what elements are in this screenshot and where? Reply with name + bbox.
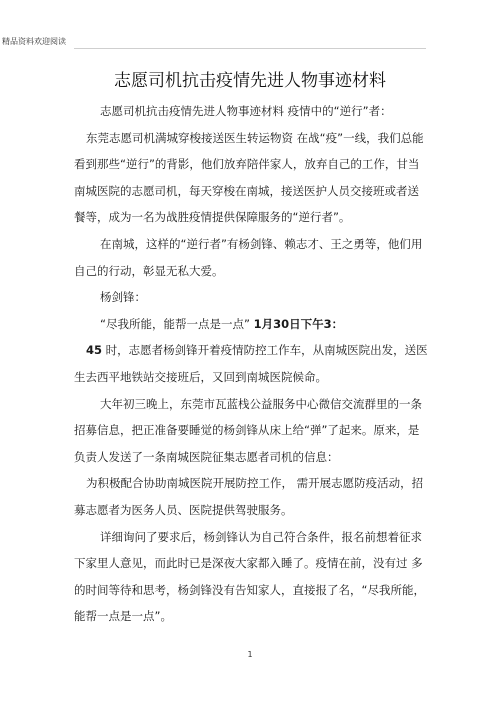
paragraph bbox=[74, 311, 430, 338]
paragraph: 大年初三晚上，东莞市瓦蓝栈公益服务中心微信交流群里的一条招募信息，把正准备要睡觉的杨剑锋从床上给“弹”了起来。原来，是负责人发送了一条南城医院征集志愿者司机的信息： bbox=[74, 396, 422, 464]
paragraph: 为积极配合协助南城医院开展防控工作， 需开展志愿防疫活动，招募志愿者为医务人员、医院提供驾驶服务。 bbox=[74, 476, 424, 517]
paragraph: 东莞志愿司机满城穿梭接送医生转运物资 在战“疫”一线，我们总能看到那些“逆行”的背影，他们放弃陪伴家人，放弃自己的工作，甘当南城医院的志愿司机，每天穿梭在南城，接送医护人员交接班或者送餐等，成为一名为战胜疫情提供保障服务的“逆行者”。 bbox=[74, 130, 424, 225]
header-note: 精品资料欢迎阅读 bbox=[2, 37, 66, 46]
header-divider bbox=[74, 48, 426, 49]
paragraph-text: 时，志愿者杨剑锋开着疫情防控工作车，从南城医院出发，送医生去西平地铁站交接班后，又回到南城医院候命。 bbox=[74, 343, 428, 384]
document-body bbox=[74, 98, 430, 630]
paragraph: 在南城，这样的“逆行者”有杨剑锋、赖志才、王之勇等，他们用自己的行动，彰显无私大爱。 bbox=[74, 236, 423, 278]
document-title: 志愿司机抗击疫情先进人物事迹材料 bbox=[114, 71, 386, 91]
time-text: 45 bbox=[86, 343, 103, 358]
quote-text: “尽我所能，能帮一点是一点” bbox=[100, 316, 254, 331]
paragraph: 杨剑锋： bbox=[100, 290, 146, 305]
paragraph: 详细询问了要求后，杨剑锋认为自己符合条件，报名前想着征求下家里人意见，而此时已是深夜大家都入睡了。疫情在前，没有过 多的时间等待和思考，杨剑锋没有告知家人，直接报了名，“尽我所能，能帮一点是一点”。 bbox=[74, 529, 425, 624]
date-text: 1月30日下午3： bbox=[253, 316, 344, 331]
paragraph bbox=[74, 337, 430, 390]
page-number: 1 bbox=[247, 650, 253, 659]
paragraph: 志愿司机抗击疫情先进人物事迹材料 疫情中的“逆行”者： bbox=[100, 104, 392, 118]
